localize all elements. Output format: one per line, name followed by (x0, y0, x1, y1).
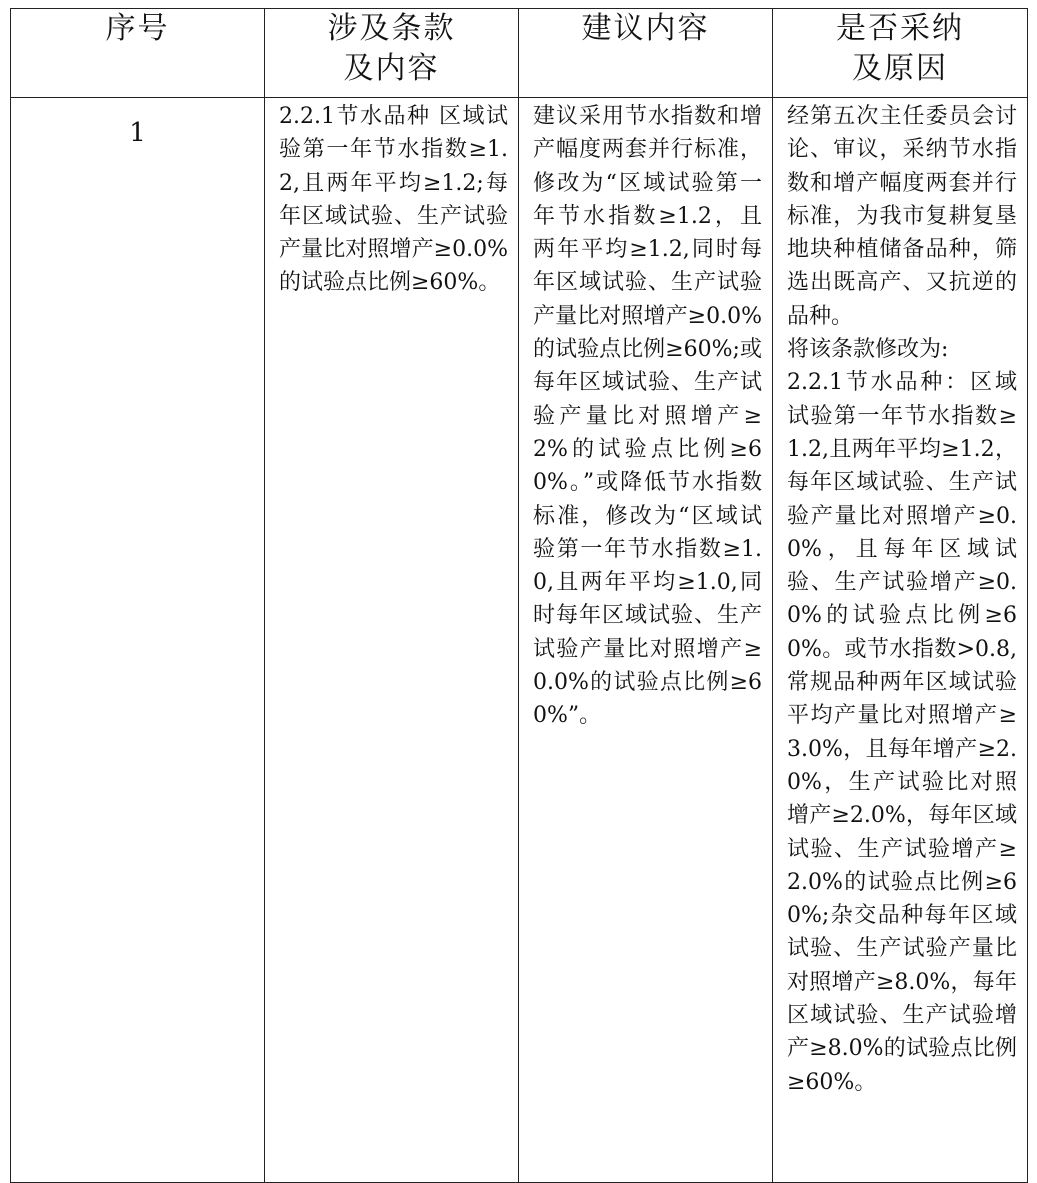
row-adopt-cell (773, 98, 1028, 1183)
opinion-table (10, 8, 1028, 1183)
header-adopt-line1: 是否采纳 (836, 11, 964, 46)
row-clause-cell (265, 98, 519, 1183)
header-clause-line2: 及内容 (343, 51, 440, 86)
row-clause-text: 2.2.1节水品种 区域试验第一年节水指数≥1.2,且两年平均≥1.2;每年区域试验、生产试验产量比对照增产≥0.0%的试验点比例≥60%。 (279, 104, 508, 296)
row-adopt-intro: 将该条款修改为: (787, 337, 949, 363)
row-seq: 1 (129, 118, 146, 148)
table-header-row (11, 9, 1028, 98)
row-adopt-reason: 经第五次主任委员会讨论、审议，采纳节水指数和增产幅度两套并行标准，为我市复耕复垦地块种植储备品种，筛选出既高产、又抗逆的品种。 (787, 104, 1017, 329)
header-clause (265, 9, 519, 98)
header-seq (11, 9, 265, 98)
header-seq-label: 序号 (105, 11, 170, 46)
header-adopt (773, 9, 1028, 98)
row-suggestion-cell (519, 98, 773, 1183)
row-seq-cell (11, 98, 265, 1183)
row-suggestion-text: 建议采用节水指数和增产幅度两套并行标准，修改为“区域试验第一年节水指数≥1.2，且两年平均≥1.2,同时每年区域试验、生产试验产量比对照增产≥0.0%的试验点比例≥60%;或每年区域试验、生产试验产量比对照增产≥2%的试验点比例≥60%。”或降低节水指数标准，修改为“区域试验第一年节水指数≥1.0,且两年平均≥1.0,同时每年区域试验、生产试验产量比对照增产≥0.0%的试验点比例≥60%”。 (533, 104, 762, 729)
header-clause-line1: 涉及条款 (327, 11, 456, 46)
header-suggestion (519, 9, 773, 98)
table-row (11, 98, 1028, 1183)
header-adopt-line2: 及原因 (852, 51, 948, 86)
row-adopt-revised-clause: 2.2.1节水品种：区域试验第一年节水指数≥1.2,且两年平均≥1.2，每年区域试验、生产试验产量比对照增产≥0.0%，且每年区域试验、生产试验增产≥0.0%的试验点比例≥60%。或节水指数>0.8,常规品种两年区域试验平均产量比对照增产≥3.0%，且每年增产≥2.0%，生产试验比对照增产≥2.0%，每年区域试验、生产试验增产≥2.0%的试验点比例≥60%;杂交品种每年区域试验、生产试验产量比对照增产≥8.0%，每年区域试验、生产试验增产≥8.0%的试验点比例≥60%。 (787, 370, 1017, 1095)
header-suggestion-label: 建议内容 (581, 11, 710, 46)
